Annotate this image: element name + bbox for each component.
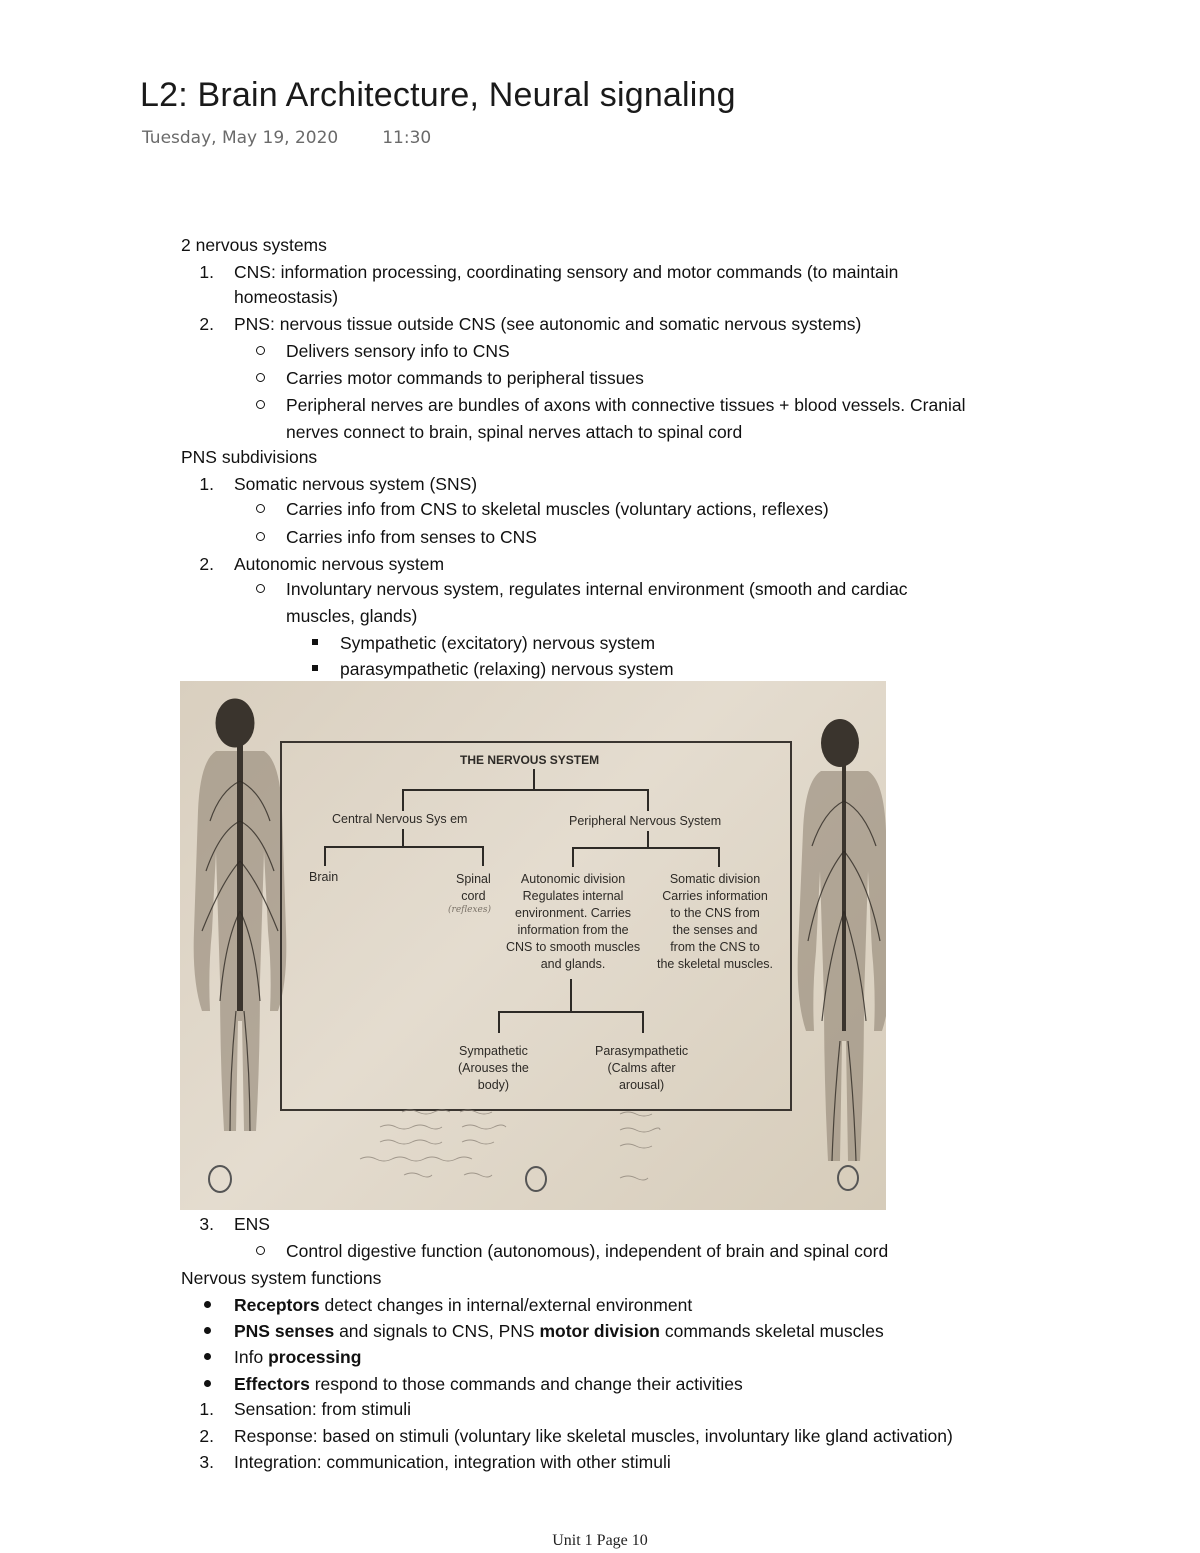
circle-bullet-icon bbox=[256, 373, 265, 382]
list-number: 2. bbox=[199, 1426, 214, 1446]
sub-list-item: Carries info from senses to CNS bbox=[286, 527, 537, 547]
list-item bbox=[234, 1294, 692, 1316]
section-heading: Nervous system functions bbox=[181, 1268, 382, 1288]
circle-bullet-icon bbox=[256, 400, 265, 409]
list-item: Somatic nervous system (SNS) bbox=[234, 474, 478, 494]
diagram-autonomic-label: Autonomic division Regulates internal environment. Carries information from the CNS to smooth muscles and glands. bbox=[506, 872, 641, 971]
list-item-text: detect changes in internal/external environment bbox=[319, 1295, 693, 1315]
bullet-icon bbox=[204, 1301, 211, 1308]
section-heading: PNS subdivisions bbox=[181, 447, 318, 467]
sub-list-item: Peripheral nerves are bundles of axons with connective tissues + blood vessels. Cranial bbox=[286, 395, 966, 415]
list-item: PNS: nervous tissue outside CNS (see autonomic and somatic nervous systems) bbox=[234, 314, 862, 334]
circle-bullet-icon bbox=[256, 1246, 265, 1255]
bold-term: Effectors bbox=[234, 1374, 310, 1394]
handwritten-note: (reflexes) bbox=[448, 905, 492, 915]
diagram-parasympathetic-label: Parasympathetic (Calms after arousal) bbox=[595, 1044, 689, 1092]
bullet-icon bbox=[204, 1327, 211, 1334]
circle-bullet-icon bbox=[256, 584, 265, 593]
nervous-system-photo bbox=[180, 681, 886, 1210]
list-number: 2. bbox=[199, 554, 214, 574]
square-bullet-icon bbox=[312, 665, 318, 671]
circle-bullet-icon bbox=[256, 504, 265, 513]
list-item bbox=[234, 1320, 884, 1342]
bullet-icon bbox=[204, 1353, 211, 1360]
page-timestamp bbox=[142, 128, 431, 148]
bold-term: PNS senses bbox=[234, 1321, 335, 1341]
list-item-text: and signals to CNS, PNS bbox=[334, 1321, 540, 1341]
list-item-text: Info bbox=[234, 1347, 269, 1367]
list-item bbox=[234, 1373, 743, 1395]
diagram-sympathetic-label: Sympathetic (Arouses the body) bbox=[458, 1044, 529, 1092]
sub-list-item-continuation: nerves connect to brain, spinal nerves attach to spinal cord bbox=[286, 422, 743, 442]
circle-bullet-icon bbox=[256, 346, 265, 355]
list-number: 3. bbox=[199, 1214, 214, 1234]
diagram-brain-label: Brain bbox=[309, 870, 339, 884]
diagram-pns-label: Peripheral Nervous System bbox=[569, 814, 722, 828]
list-item-text: commands skeletal muscles bbox=[660, 1321, 884, 1341]
sub-list-item-continuation: muscles, glands) bbox=[286, 606, 418, 626]
sub-list-item: Carries info from CNS to skeletal muscles (voluntary actions, reflexes) bbox=[286, 499, 829, 519]
bullet-icon bbox=[204, 1380, 211, 1387]
diagram-somatic-label: Somatic division Carries information to the CNS from the senses and from the CNS to the skeletal muscles. bbox=[657, 872, 774, 971]
sub-sub-list-item: Sympathetic (excitatory) nervous system bbox=[340, 633, 656, 653]
circle-bullet-icon bbox=[256, 532, 265, 541]
list-number: 2. bbox=[199, 314, 214, 334]
list-item-continuation: homeostasis) bbox=[234, 287, 339, 307]
bold-term: processing bbox=[268, 1347, 362, 1367]
list-item: Sensation: from stimuli bbox=[234, 1399, 412, 1419]
list-number: 3. bbox=[199, 1452, 214, 1472]
handwritten-scribbles bbox=[180, 681, 886, 1210]
sub-sub-list-item: parasympathetic (relaxing) nervous system bbox=[340, 659, 674, 679]
list-item: Autonomic nervous system bbox=[234, 554, 445, 574]
page-title: L2: Brain Architecture, Neural signaling bbox=[140, 76, 736, 114]
sub-list-item: Delivers sensory info to CNS bbox=[286, 341, 510, 361]
list-item: ENS bbox=[234, 1214, 270, 1234]
list-item bbox=[234, 1346, 361, 1368]
list-number: 1. bbox=[199, 1399, 214, 1419]
page-date: Tuesday, May 19, 2020 bbox=[142, 128, 339, 148]
square-bullet-icon bbox=[312, 639, 318, 645]
page-time: 11:30 bbox=[382, 128, 432, 148]
section-heading: 2 nervous systems bbox=[181, 235, 327, 255]
sub-list-item: Control digestive function (autonomous), independent of brain and spinal cord bbox=[286, 1241, 889, 1261]
list-item: CNS: information processing, coordinating sensory and motor commands (to maintain bbox=[234, 262, 899, 282]
sub-list-item: Involuntary nervous system, regulates internal environment (smooth and cardiac bbox=[286, 579, 908, 599]
bold-term: motor division bbox=[539, 1321, 660, 1341]
diagram-cns-label: Central Nervous Sys em bbox=[332, 812, 468, 826]
sub-list-item: Carries motor commands to peripheral tissues bbox=[286, 368, 644, 388]
list-item-text: respond to those commands and change their activities bbox=[309, 1374, 743, 1394]
page-footer: Unit 1 Page 10 bbox=[552, 1532, 648, 1549]
list-item: Response: based on stimuli (voluntary like skeletal muscles, involuntary like gland activation) bbox=[234, 1426, 953, 1446]
list-number: 1. bbox=[199, 474, 214, 494]
diagram-title: THE NERVOUS SYSTEM bbox=[460, 753, 600, 767]
list-item: Integration: communication, integration with other stimuli bbox=[234, 1452, 671, 1472]
list-number: 1. bbox=[199, 262, 214, 282]
diagram-spinal-label: Spinal cord bbox=[456, 872, 491, 903]
bold-term: Receptors bbox=[234, 1295, 320, 1315]
